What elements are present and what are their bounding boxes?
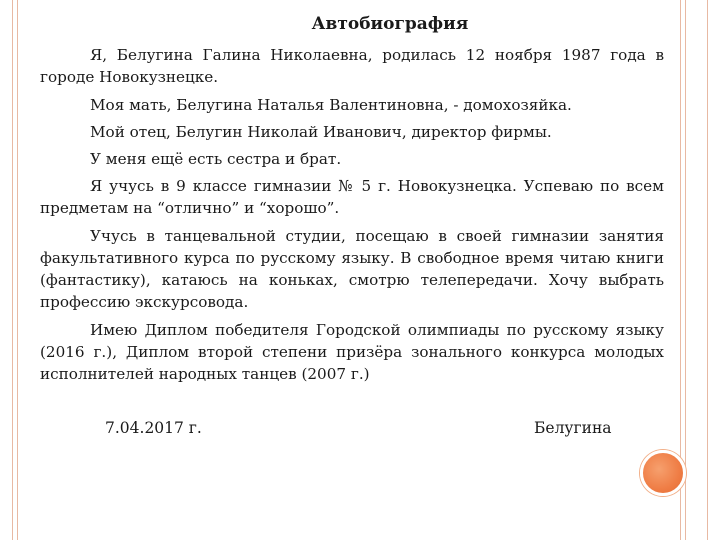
document-title: Автобиография: [311, 14, 469, 34]
document-date: 7.04.2017 г.: [105, 419, 202, 437]
frame-line-left-outer: [12, 0, 13, 540]
frame-line-left-inner: [17, 0, 18, 540]
paragraph-hobbies: Учусь в танцевальной студии, посещаю в своей гимназии занятия факультативного курса по русскому языку. В свободное время читаю книги (фантастику), катаюсь на коньках, смотрю телепередачи. Хочу выбрать профессию экскурсовода.: [40, 227, 664, 311]
paragraph-mother: Моя мать, Белугина Наталья Валентиновна, - домохозяйка.: [90, 96, 572, 114]
document-body: [40, 44, 664, 391]
paragraph-diplomas: Имею Диплом победителя Городской олимпиады по русскому языку (2016 г.), Диплом второй степени призёра зонального конкурса молодых исполнителей народных танцев (2007 г.): [40, 321, 664, 383]
frame-line-right-middle: [685, 0, 686, 540]
paragraph-siblings: У меня ещё есть сестра и брат.: [90, 150, 342, 168]
paragraph-school: Я учусь в 9 классе гимназии № 5 г. Новокузнецка. Успеваю по всем предметам на “отлично” и “хорошо”.: [40, 177, 664, 217]
document-signature: Белугина: [534, 419, 612, 437]
decorative-circle-icon: [640, 450, 686, 496]
paragraph-birth: Я, Белугина Галина Николаевна, родилась 12 ноября 1987 года в городе Новокузнецке.: [40, 46, 664, 86]
paragraph-father: Мой отец, Белугин Николай Иванович, директор фирмы.: [90, 123, 552, 141]
frame-line-right-outer: [707, 0, 708, 540]
